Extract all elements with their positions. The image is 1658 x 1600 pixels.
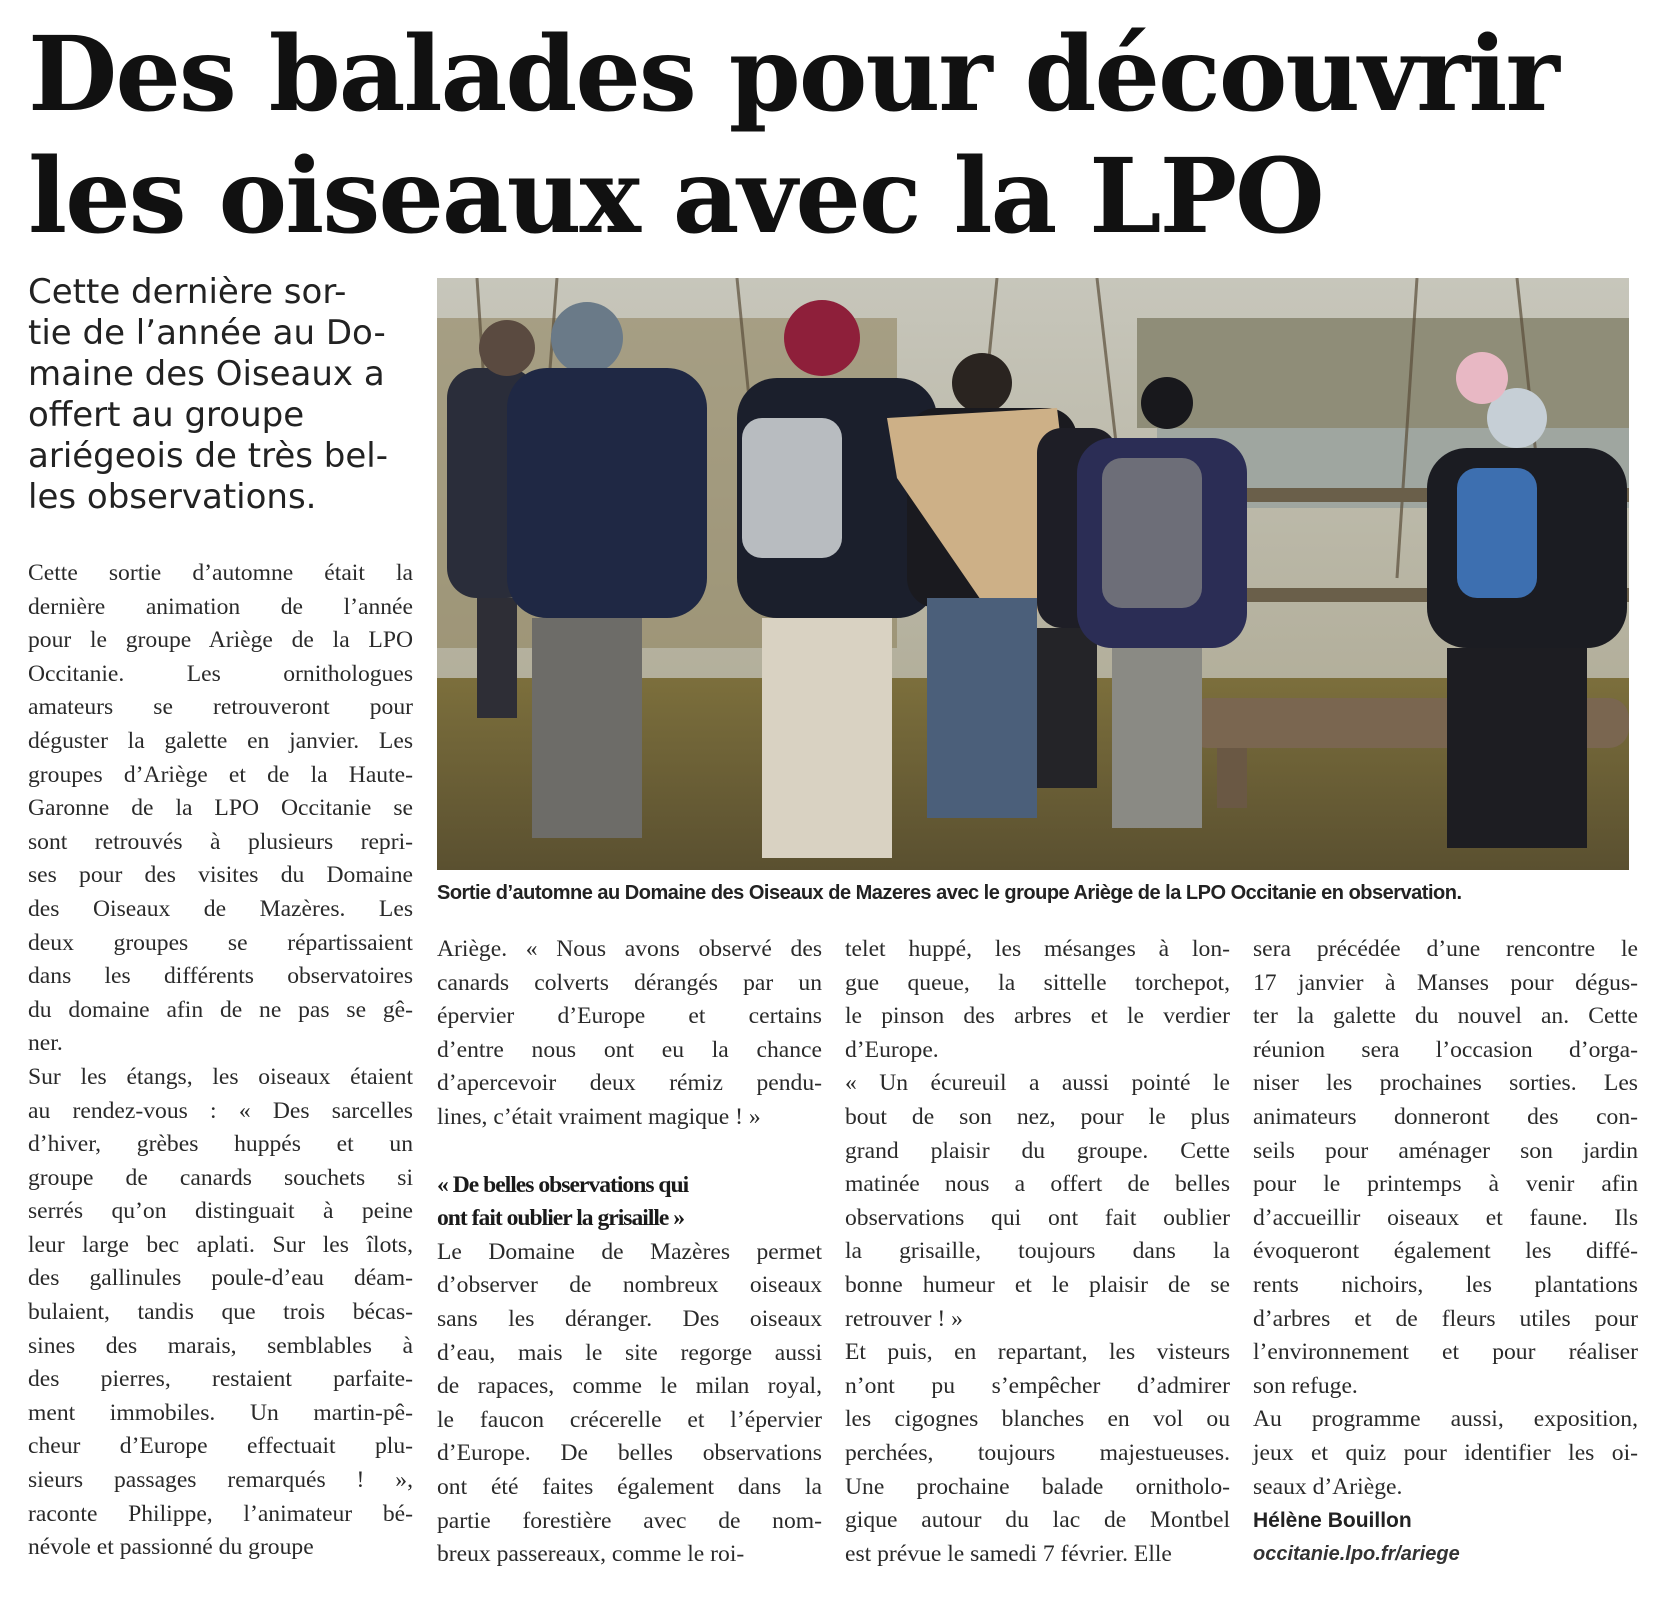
text-line: les cigognes blanches en vol ou bbox=[845, 1406, 1230, 1433]
text-line: du domaine afin de ne pas se gê- bbox=[28, 996, 413, 1023]
text-line: ment immobiles. Un martin-pê- bbox=[28, 1399, 413, 1426]
text-line: d’hiver, grèbes huppés et un bbox=[28, 1131, 413, 1158]
text-line: perchées, toujours majestueuses. bbox=[845, 1439, 1230, 1466]
text-line: Une prochaine balade ornitholo- bbox=[845, 1473, 1230, 1500]
article-photo bbox=[437, 278, 1629, 870]
text-line: le pinson des arbres et le verdier bbox=[845, 1003, 1230, 1030]
article-column-2 bbox=[437, 933, 822, 1572]
text-line: ter la galette du nouvel an. Cette bbox=[1253, 1003, 1638, 1030]
lead-line: les observations. bbox=[28, 477, 317, 517]
text-line: Au programme aussi, exposition, bbox=[1253, 1406, 1638, 1433]
text-line: Occitanie. Les ornithologues bbox=[28, 660, 413, 687]
text-line: groupe de canards souchets si bbox=[28, 1164, 413, 1191]
text-line: épervier d’Europe et certains bbox=[437, 1003, 822, 1030]
article-column-4 bbox=[1253, 933, 1638, 1570]
text-line: leur large bec aplati. Sur les îlots, bbox=[28, 1231, 413, 1258]
author-byline: Hélène Bouillon bbox=[1253, 1509, 1412, 1533]
text-line: d’entre nous ont eu la chance bbox=[437, 1036, 822, 1063]
text-line: lines, c’était vraiment magique ! » bbox=[437, 1103, 761, 1130]
text-line: sont retrouvés à plusieurs repri- bbox=[28, 828, 413, 855]
text-line: breux passereaux, comme le roi- bbox=[437, 1541, 745, 1568]
headline-line-1: Des balades pour découvrir bbox=[28, 14, 1558, 135]
text-line: partie forestière avec de nom- bbox=[437, 1507, 822, 1534]
text-line: d’accueillir oiseaux et faune. Ils bbox=[1253, 1204, 1638, 1231]
lead-line: tie de l’année au Do- bbox=[28, 313, 386, 353]
text-line: dans les différents observatoires bbox=[28, 963, 413, 990]
text-line: « Un écureuil a aussi pointé le bbox=[845, 1070, 1230, 1097]
text-line: ses pour des visites du Domaine bbox=[28, 862, 413, 889]
text-line: serrés qu’on distinguait à peine bbox=[28, 1198, 413, 1225]
text-line: sera précédée d’une rencontre le bbox=[1253, 936, 1638, 962]
text-line: d’Europe. bbox=[845, 1036, 939, 1063]
text-line: grand plaisir du groupe. Cette bbox=[845, 1137, 1230, 1164]
text-line: bout de son nez, pour le plus bbox=[845, 1103, 1230, 1130]
text-line: Le Domaine de Mazères permet bbox=[437, 1238, 822, 1265]
text-line: son refuge. bbox=[1253, 1372, 1358, 1399]
text-line: seils pour aménager son jardin bbox=[1253, 1137, 1638, 1164]
text-line: des gallinules poule-d’eau déam- bbox=[28, 1265, 413, 1292]
text-line: deux groupes se répartissaient bbox=[28, 929, 413, 956]
text-line: l’environnement et pour réaliser bbox=[1253, 1339, 1638, 1366]
text-line: animateurs donneront des con- bbox=[1253, 1103, 1638, 1130]
text-line: cheur d’Europe effectuait plu- bbox=[28, 1433, 413, 1460]
text-line: bulaient, tandis que trois bécas- bbox=[28, 1299, 413, 1326]
text-line: observations qui ont fait oublier bbox=[845, 1204, 1230, 1231]
text-line: canards colverts dérangés par un bbox=[437, 969, 822, 996]
text-line: rents nichoirs, les plantations bbox=[1253, 1271, 1638, 1298]
text-line: la grisaille, toujours dans la bbox=[845, 1238, 1230, 1265]
text-line: au rendez-vous : « Des sarcelles bbox=[28, 1097, 413, 1124]
lead-paragraph bbox=[28, 272, 408, 518]
text-line: Ariège. « Nous avons observé des bbox=[437, 936, 822, 962]
text-line: matinée nous a offert de belles bbox=[845, 1171, 1230, 1198]
text-line: d’arbres et de fleurs utiles pour bbox=[1253, 1305, 1638, 1332]
text-line: jeux et quiz pour identifier les oi- bbox=[1253, 1439, 1638, 1466]
text-line: telet huppé, les mésanges à lon- bbox=[845, 936, 1230, 962]
text-line: raconte Philippe, l’animateur bé- bbox=[28, 1500, 413, 1527]
text-line: de rapaces, comme le milan royal, bbox=[437, 1373, 822, 1400]
text-line: Garonne de la LPO Occitanie se bbox=[28, 795, 413, 822]
text-line: n’ont pu s’empêcher d’admirer bbox=[845, 1372, 1230, 1399]
text-line: des Oiseaux de Mazères. Les bbox=[28, 895, 413, 922]
lead-line: ariégeois de très bel- bbox=[28, 436, 388, 476]
text-line: évoqueront également les diffé- bbox=[1253, 1238, 1638, 1265]
headline bbox=[28, 14, 1628, 258]
text-line: pour le groupe Ariège de la LPO bbox=[28, 627, 413, 654]
text-line: niser les prochaines sorties. Les bbox=[1253, 1070, 1638, 1097]
photo-birdwatchers-illustration bbox=[437, 278, 1629, 870]
text-line: ont été faites également dans la bbox=[437, 1473, 822, 1500]
photo-caption: Sortie d’automne au Domaine des Oiseaux de Mazeres avec le groupe Ariège de la LPO Occitanie en observation. bbox=[437, 882, 1462, 904]
text-line: gue queue, la sittelle torchepot, bbox=[845, 969, 1230, 996]
text-line: groupes d’Ariège et de la Haute- bbox=[28, 761, 413, 788]
lead-line: Cette dernière sor- bbox=[28, 272, 347, 312]
text-line: 17 janvier à Manses pour dégus- bbox=[1253, 969, 1638, 996]
article-column-1 bbox=[28, 557, 413, 1565]
text-line: le faucon crécerelle et l’épervier bbox=[437, 1406, 822, 1433]
text-line: sieurs passages remarqués ! », bbox=[28, 1467, 413, 1494]
text-line: déguster la galette en janvier. Les bbox=[28, 727, 413, 754]
text-line: est prévue le samedi 7 février. Elle bbox=[845, 1540, 1172, 1567]
text-line: des pierres, restaient parfaite- bbox=[28, 1366, 413, 1393]
text-line: d’eau, mais le site regorge aussi bbox=[437, 1339, 822, 1366]
text-line: Sur les étangs, les oiseaux étaient bbox=[28, 1063, 413, 1090]
text-line: dernière animation de l’année bbox=[28, 593, 413, 620]
text-line: bonne humeur et le plaisir de se bbox=[845, 1271, 1230, 1298]
lead-line: maine des Oiseaux a bbox=[28, 354, 385, 394]
text-line: névole et passionné du groupe bbox=[28, 1534, 314, 1561]
text-line: ner. bbox=[28, 1030, 63, 1057]
text-line: Et puis, en repartant, les visteurs bbox=[845, 1339, 1230, 1366]
text-line: retrouver ! » bbox=[845, 1305, 963, 1332]
text-line: gique autour du lac de Montbel bbox=[845, 1507, 1230, 1534]
text-line: amateurs se retrouveront pour bbox=[28, 694, 413, 721]
lead-line: offert au groupe bbox=[28, 395, 305, 435]
article-column-3 bbox=[845, 933, 1230, 1571]
text-line: d’Europe. De belles observations bbox=[437, 1440, 822, 1467]
intertitle-line-2: ont fait oublier la grisaille » bbox=[437, 1205, 685, 1232]
text-line: d’apercevoir deux rémiz pendu- bbox=[437, 1070, 822, 1097]
source-url: occitanie.lpo.fr/ariege bbox=[1253, 1543, 1460, 1566]
headline-line-2: les oiseaux avec la LPO bbox=[28, 136, 1323, 257]
text-line: Cette sortie d’automne était la bbox=[28, 560, 413, 586]
text-line: sans les déranger. Des oiseaux bbox=[437, 1305, 822, 1332]
text-line: sines des marais, semblables à bbox=[28, 1332, 413, 1359]
text-line: pour le printemps à venir afin bbox=[1253, 1171, 1638, 1198]
text-line: d’observer de nombreux oiseaux bbox=[437, 1272, 822, 1299]
intertitle-line-1: « De belles observations qui bbox=[437, 1171, 689, 1198]
text-line: seaux d’Ariège. bbox=[1253, 1473, 1403, 1500]
text-line: réunion sera l’occasion d’orga- bbox=[1253, 1036, 1638, 1063]
